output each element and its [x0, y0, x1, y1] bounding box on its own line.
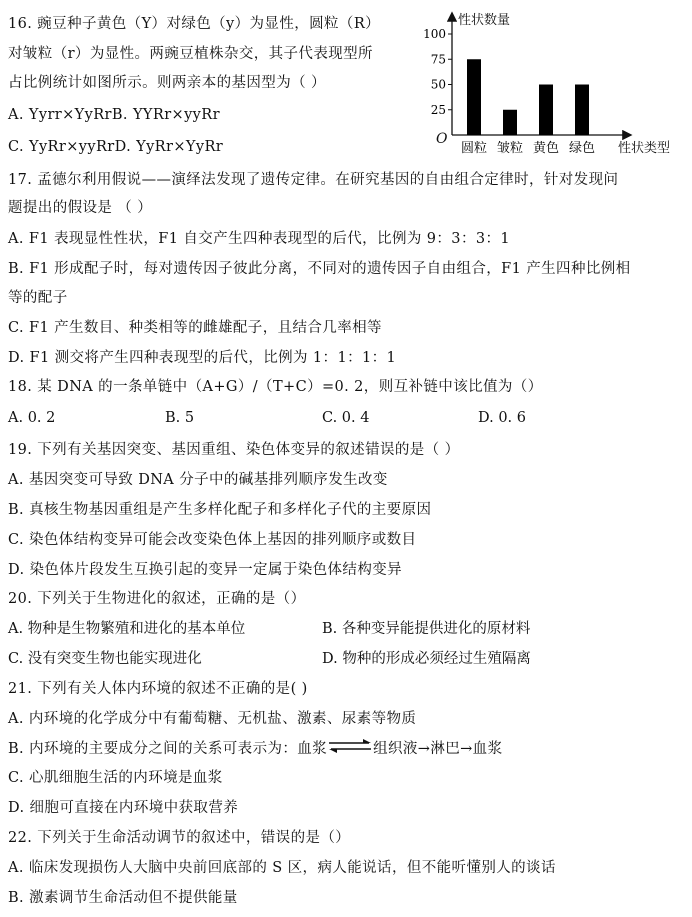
- q21-option-c: C. 心肌细胞生活的内环境是血浆: [8, 770, 223, 786]
- q20-option-a: A. 物种是生物繁殖和进化的基本单位: [8, 621, 246, 637]
- q21-stem: 21. 下列有关人体内环境的叙述不正确的是( ): [8, 681, 308, 697]
- q16-stem-line1: 16. 豌豆种子黄色（Y）对绿色（y）为显性，圆粒（R）: [8, 16, 381, 32]
- q17-option-c: C. F1 产生数目、种类相等的雌雄配子，且结合几率相等: [8, 320, 382, 336]
- q21-option-d: D. 细胞可直接在内环境中获取营养: [8, 800, 239, 816]
- q18-option-d: D. 0. 6: [478, 410, 526, 426]
- y-axis-label: 性状数量: [458, 13, 511, 28]
- q18-stem: 18. 某 DNA 的一条单链中（A+G）/（T+C）=0. 2，则互补链中该比值为（）: [8, 379, 543, 395]
- q21-option-b-prefix: B. 内环境的主要成分之间的关系可表示为：血浆: [8, 741, 328, 757]
- q16-options-cd: C. YyRr×yyRrD. YyRr×YyRr: [8, 139, 224, 155]
- bar-0: [467, 59, 481, 135]
- bar-2: [539, 85, 553, 136]
- q19-option-a: A. 基因突变可导致 DNA 分子中的碱基排列顺序发生改变: [8, 472, 388, 488]
- q16-stem-line3: 占比例统计如图所示。则两亲本的基因型为（ ）: [8, 75, 326, 91]
- q17-option-d: D. F1 测交将产生四种表现型的后代，比例为 1：1：1：1: [8, 350, 397, 366]
- x-axis-label: 性状类型: [618, 141, 671, 156]
- q22-stem: 22. 下列关于生命活动调节的叙述中，错误的是（）: [8, 830, 351, 846]
- q17-option-b-line1: B. F1 形成配子时，每对遗传因子彼此分离，不同对的遗传因子自由组合，F1 产生四种比例相: [8, 261, 631, 277]
- q20-option-b: B. 各种变异能提供进化的原材料: [322, 621, 531, 637]
- q21-option-b-suffix: 组织液→淋巴→血浆: [373, 741, 503, 757]
- y-tick-label: 25: [430, 102, 446, 117]
- origin-label: O: [436, 131, 448, 147]
- q18-option-b: B. 5: [165, 410, 195, 426]
- q21-option-a: A. 内环境的化学成分中有葡萄糖、无机盐、激素、尿素等物质: [8, 711, 417, 727]
- category-label: 圆粒: [460, 141, 488, 156]
- q17-stem-line1: 17. 孟德尔利用假说——演绎法发现了遗传定律。在研究基因的自由组合定律时，针对发现问: [8, 172, 619, 188]
- q19-stem: 19. 下列有关基因突变、基因重组、染色体变异的叙述错误的是（ ）: [8, 442, 460, 458]
- q18-option-a: A. 0. 2: [8, 410, 56, 426]
- q19-option-d: D. 染色体片段发生互换引起的变异一定属于染色体结构变异: [8, 562, 403, 578]
- q16-options-ab: A. Yyrr×YyRrB. YYRr×yyRr: [8, 107, 220, 123]
- q22-option-a: A. 临床发现损伤人大脑中央前回底部的 S 区，病人能说话，但不能听懂别人的谈话: [8, 860, 556, 876]
- category-label: 黄色: [532, 141, 560, 156]
- q22-option-b: B. 激素调节生命活动但不提供能量: [8, 890, 238, 906]
- q21-option-b: [8, 739, 502, 759]
- category-label: 皱粒: [496, 141, 524, 156]
- q17-stem-line2: 题提出的假设是 （ ）: [8, 200, 153, 216]
- equilibrium-arrow-icon: [327, 739, 373, 759]
- bar-3: [575, 85, 589, 136]
- q17-option-a: A. F1 表现显性性状，F1 自交产生四种表现型的后代，比例为 9：3：3：1: [8, 231, 510, 247]
- y-tick-label: 75: [430, 52, 446, 67]
- q16-stem-line2: 对皱粒（r）为显性。两豌豆植株杂交，其子代表现型所: [8, 46, 373, 62]
- q17-option-b-line2: 等的配子: [8, 290, 68, 306]
- q20-option-d: D. 物种的形成必须经过生殖隔离: [322, 651, 531, 667]
- q19-option-b: B. 真核生物基因重组是产生多样化配子和多样化子代的主要原因: [8, 502, 432, 518]
- q19-option-c: C. 染色体结构变异可能会改变染色体上基因的排列顺序或数目: [8, 532, 417, 548]
- q18-option-c: C. 0. 4: [322, 410, 370, 426]
- category-label: 绿色: [568, 141, 596, 156]
- q20-stem: 20. 下列关于生物进化的叙述，正确的是（）: [8, 591, 306, 607]
- y-tick-label: 100: [423, 27, 446, 41]
- q20-option-c: C. 没有突变生物也能实现进化: [8, 651, 202, 667]
- bar-1: [503, 110, 517, 135]
- y-tick-label: 50: [430, 77, 446, 92]
- trait-bar-chart: [420, 10, 682, 160]
